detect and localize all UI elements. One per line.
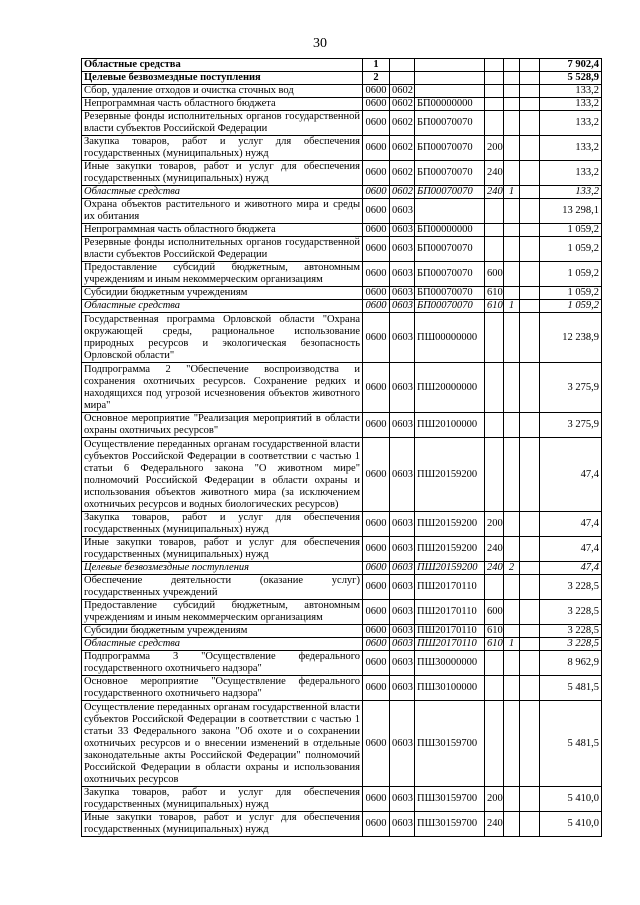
empty-cell [520, 537, 540, 562]
row-name-cell: Иные закупки товаров, работ и услуг для обеспечения государственных (муниципальных) нужд [82, 812, 363, 837]
table-row [82, 625, 602, 638]
funding-source-cell [504, 161, 520, 186]
amount-cell: 47,4 [540, 562, 602, 575]
expense-type-cell: 240 [485, 186, 504, 199]
row-name-cell: Сбор, удаление отходов и очистка сточных вод [82, 85, 363, 98]
subsection-code-cell: 0603 [390, 562, 415, 575]
row-name-cell: Субсидии бюджетным учреждениям [82, 625, 363, 638]
funding-source-cell [504, 438, 520, 512]
subsection-code-cell: 0603 [390, 537, 415, 562]
table-row [82, 186, 602, 199]
row-name-cell: Осуществление переданных органам государственной власти субъектов Российской Федерации в соответствии с частью 1 статьи 6 Федерального закона "О животном мире" полномочий Российской Федерации в области охраны и использования объектов животного мира (за исключением охотничьих ресурсов и водных биологических ресурсов) [82, 438, 363, 512]
section-code-cell: 0600 [363, 111, 390, 136]
section-code-cell: 0600 [363, 161, 390, 186]
section-code-cell: 0600 [363, 638, 390, 651]
subsection-code-cell: 0603 [390, 199, 415, 224]
empty-cell [520, 136, 540, 161]
target-article-cell: ПШ20159200 [415, 512, 485, 537]
subsection-code-cell: 0602 [390, 98, 415, 111]
empty-cell [520, 72, 540, 85]
section-code-cell: 0600 [363, 812, 390, 837]
empty-cell [520, 287, 540, 300]
subsection-code-cell [390, 59, 415, 72]
section-code-cell: 0600 [363, 537, 390, 562]
table-row [82, 72, 602, 85]
empty-cell [520, 161, 540, 186]
subsection-code-cell: 0603 [390, 300, 415, 313]
empty-cell [520, 701, 540, 787]
subsection-code-cell: 0603 [390, 287, 415, 300]
table-row [82, 562, 602, 575]
target-article-cell: БП00000000 [415, 98, 485, 111]
subsection-code-cell: 0603 [390, 575, 415, 600]
amount-cell: 3 275,9 [540, 413, 602, 438]
subsection-code-cell: 0603 [390, 413, 415, 438]
table-row [82, 413, 602, 438]
section-code-cell: 0600 [363, 600, 390, 625]
funding-source-cell [504, 512, 520, 537]
target-article-cell: БП00000000 [415, 224, 485, 237]
subsection-code-cell: 0602 [390, 111, 415, 136]
empty-cell [520, 262, 540, 287]
row-name-cell: Резервные фонды исполнительных органов государственной власти субъектов Российской Федерации [82, 111, 363, 136]
section-code-cell: 0600 [363, 363, 390, 413]
expense-type-cell: 200 [485, 787, 504, 812]
expense-type-cell [485, 676, 504, 701]
table-row [82, 161, 602, 186]
funding-source-cell [504, 787, 520, 812]
amount-cell: 47,4 [540, 512, 602, 537]
target-article-cell: ПШ20159200 [415, 438, 485, 512]
funding-source-cell [504, 98, 520, 111]
subsection-code-cell: 0603 [390, 787, 415, 812]
amount-cell: 3 275,9 [540, 363, 602, 413]
amount-cell: 1 059,2 [540, 287, 602, 300]
section-code-cell: 0600 [363, 199, 390, 224]
expense-type-cell: 610 [485, 287, 504, 300]
target-article-cell: ПШ20159200 [415, 537, 485, 562]
funding-source-cell [504, 237, 520, 262]
table-row [82, 224, 602, 237]
subsection-code-cell: 0603 [390, 512, 415, 537]
subsection-code-cell: 0603 [390, 812, 415, 837]
expense-type-cell [485, 98, 504, 111]
section-code-cell: 0600 [363, 413, 390, 438]
table-row [82, 600, 602, 625]
row-name-cell: Целевые безвозмездные поступления [82, 72, 363, 85]
section-code-cell: 0600 [363, 701, 390, 787]
row-name-cell: Закупка товаров, работ и услуг для обеспечения государственных (муниципальных) нужд [82, 787, 363, 812]
target-article-cell: ПШ30100000 [415, 676, 485, 701]
row-name-cell: Резервные фонды исполнительных органов государственной власти субъектов Российской Федерации [82, 237, 363, 262]
expense-type-cell [485, 111, 504, 136]
amount-cell: 1 059,2 [540, 262, 602, 287]
target-article-cell: БП00070070 [415, 262, 485, 287]
row-name-cell: Областные средства [82, 186, 363, 199]
row-name-cell: Основное мероприятие "Осуществление федерального государственного охотничьего надзора" [82, 676, 363, 701]
expense-type-cell [485, 85, 504, 98]
subsection-code-cell: 0602 [390, 85, 415, 98]
table-row [82, 262, 602, 287]
target-article-cell: БП00070070 [415, 161, 485, 186]
section-code-cell: 0600 [363, 300, 390, 313]
funding-source-cell [504, 676, 520, 701]
target-article-cell: ПШ00000000 [415, 313, 485, 363]
funding-source-cell [504, 136, 520, 161]
expense-type-cell: 600 [485, 262, 504, 287]
amount-cell: 1 059,2 [540, 237, 602, 262]
amount-cell: 1 059,2 [540, 300, 602, 313]
table-row [82, 313, 602, 363]
funding-source-cell [504, 812, 520, 837]
empty-cell [520, 512, 540, 537]
expense-type-cell [485, 438, 504, 512]
target-article-cell [415, 72, 485, 85]
row-name-cell: Предоставление субсидий бюджетным, автономным учреждениям и иным некоммерческим организациям [82, 262, 363, 287]
amount-cell: 47,4 [540, 537, 602, 562]
section-code-cell: 0600 [363, 287, 390, 300]
table-row [82, 638, 602, 651]
expense-type-cell: 610 [485, 638, 504, 651]
amount-cell: 5 528,9 [540, 72, 602, 85]
amount-cell: 3 228,5 [540, 638, 602, 651]
expense-type-cell: 200 [485, 512, 504, 537]
subsection-code-cell: 0602 [390, 161, 415, 186]
amount-cell: 5 481,5 [540, 701, 602, 787]
table-row [82, 59, 602, 72]
empty-cell [520, 638, 540, 651]
amount-cell: 1 059,2 [540, 224, 602, 237]
table-row [82, 701, 602, 787]
amount-cell: 133,2 [540, 161, 602, 186]
expense-type-cell: 240 [485, 537, 504, 562]
section-code-cell: 2 [363, 72, 390, 85]
empty-cell [520, 413, 540, 438]
funding-source-cell [504, 313, 520, 363]
row-name-cell: Субсидии бюджетным учреждениям [82, 287, 363, 300]
table-row [82, 85, 602, 98]
funding-source-cell [504, 287, 520, 300]
expense-type-cell [485, 59, 504, 72]
funding-source-cell [504, 363, 520, 413]
empty-cell [520, 651, 540, 676]
expense-type-cell: 240 [485, 562, 504, 575]
target-article-cell: БП00070070 [415, 287, 485, 300]
funding-source-cell: 1 [504, 186, 520, 199]
section-code-cell: 0600 [363, 512, 390, 537]
section-code-cell: 0600 [363, 575, 390, 600]
expense-type-cell: 200 [485, 136, 504, 161]
expense-type-cell: 600 [485, 600, 504, 625]
section-code-cell: 0600 [363, 562, 390, 575]
target-article-cell: ПШ20000000 [415, 363, 485, 413]
table-row [82, 787, 602, 812]
target-article-cell [415, 199, 485, 224]
target-article-cell: БП00070070 [415, 136, 485, 161]
target-article-cell: БП00070070 [415, 111, 485, 136]
section-code-cell: 0600 [363, 136, 390, 161]
target-article-cell: ПШ20100000 [415, 413, 485, 438]
empty-cell [520, 98, 540, 111]
expense-type-cell [485, 363, 504, 413]
budget-table [81, 58, 602, 837]
target-article-cell: БП00070070 [415, 300, 485, 313]
funding-source-cell [504, 701, 520, 787]
target-article-cell: ПШ30000000 [415, 651, 485, 676]
target-article-cell: ПШ20170110 [415, 625, 485, 638]
expense-type-cell [485, 413, 504, 438]
amount-cell: 3 228,5 [540, 625, 602, 638]
empty-cell [520, 438, 540, 512]
funding-source-cell: 1 [504, 638, 520, 651]
subsection-code-cell: 0603 [390, 313, 415, 363]
funding-source-cell [504, 651, 520, 676]
funding-source-cell [504, 59, 520, 72]
amount-cell: 133,2 [540, 85, 602, 98]
table-row [82, 438, 602, 512]
row-name-cell: Иные закупки товаров, работ и услуг для обеспечения государственных (муниципальных) нужд [82, 161, 363, 186]
empty-cell [520, 575, 540, 600]
funding-source-cell: 1 [504, 300, 520, 313]
subsection-code-cell: 0603 [390, 651, 415, 676]
empty-cell [520, 186, 540, 199]
amount-cell: 3 228,5 [540, 600, 602, 625]
funding-source-cell [504, 262, 520, 287]
subsection-code-cell: 0602 [390, 186, 415, 199]
table-row [82, 136, 602, 161]
expense-type-cell [485, 575, 504, 600]
empty-cell [520, 111, 540, 136]
subsection-code-cell [390, 72, 415, 85]
expense-type-cell: 240 [485, 161, 504, 186]
row-name-cell: Непрограммная часть областного бюджета [82, 98, 363, 111]
subsection-code-cell: 0603 [390, 262, 415, 287]
subsection-code-cell: 0603 [390, 438, 415, 512]
empty-cell [520, 363, 540, 413]
expense-type-cell [485, 701, 504, 787]
section-code-cell: 0600 [363, 438, 390, 512]
funding-source-cell [504, 413, 520, 438]
row-name-cell: Областные средства [82, 300, 363, 313]
subsection-code-cell: 0603 [390, 625, 415, 638]
target-article-cell: ПШ30159700 [415, 787, 485, 812]
target-article-cell: БП00070070 [415, 186, 485, 199]
amount-cell: 133,2 [540, 111, 602, 136]
expense-type-cell [485, 199, 504, 224]
subsection-code-cell: 0603 [390, 363, 415, 413]
amount-cell: 3 228,5 [540, 575, 602, 600]
subsection-code-cell: 0603 [390, 701, 415, 787]
funding-source-cell [504, 600, 520, 625]
funding-source-cell [504, 575, 520, 600]
empty-cell [520, 300, 540, 313]
table-row [82, 676, 602, 701]
target-article-cell: ПШ20170110 [415, 600, 485, 625]
row-name-cell: Областные средства [82, 59, 363, 72]
row-name-cell: Подпрограмма 3 "Осуществление федерального государственного охотничьего надзора" [82, 651, 363, 676]
section-code-cell: 0600 [363, 313, 390, 363]
expense-type-cell: 610 [485, 300, 504, 313]
empty-cell [520, 676, 540, 701]
table-row [82, 199, 602, 224]
expense-type-cell: 610 [485, 625, 504, 638]
row-name-cell: Обеспечение деятельности (оказание услуг) государственных учреждений [82, 575, 363, 600]
row-name-cell: Подпрограмма 2 "Обеспечение воспроизводства и сохранения охотничьих ресурсов. Сохранение редких и находящихся под угрозой исчезновения объектов животного мира" [82, 363, 363, 413]
table-row [82, 287, 602, 300]
section-code-cell: 0600 [363, 186, 390, 199]
target-article-cell: ПШ30159700 [415, 701, 485, 787]
funding-source-cell [504, 625, 520, 638]
subsection-code-cell: 0603 [390, 600, 415, 625]
table-row [82, 537, 602, 562]
row-name-cell: Закупка товаров, работ и услуг для обеспечения государственных (муниципальных) нужд [82, 136, 363, 161]
section-code-cell: 0600 [363, 676, 390, 701]
amount-cell: 7 902,4 [540, 59, 602, 72]
amount-cell: 47,4 [540, 438, 602, 512]
row-name-cell: Основное мероприятие "Реализация мероприятий в области охраны охотничьих ресурсов" [82, 413, 363, 438]
target-article-cell: ПШ20170110 [415, 575, 485, 600]
expense-type-cell [485, 72, 504, 85]
row-name-cell: Предоставление субсидий бюджетным, автономным учреждениям и иным некоммерческим организациям [82, 600, 363, 625]
empty-cell [520, 199, 540, 224]
funding-source-cell [504, 224, 520, 237]
amount-cell: 5 481,5 [540, 676, 602, 701]
table-row [82, 575, 602, 600]
target-article-cell [415, 59, 485, 72]
row-name-cell: Целевые безвозмездные поступления [82, 562, 363, 575]
page-number: 30 [313, 36, 327, 51]
section-code-cell: 1 [363, 59, 390, 72]
table-row [82, 651, 602, 676]
empty-cell [520, 85, 540, 98]
section-code-cell: 0600 [363, 262, 390, 287]
section-code-cell: 0600 [363, 224, 390, 237]
subsection-code-cell: 0602 [390, 136, 415, 161]
empty-cell [520, 237, 540, 262]
expense-type-cell [485, 313, 504, 363]
funding-source-cell [504, 85, 520, 98]
row-name-cell: Иные закупки товаров, работ и услуг для обеспечения государственных (муниципальных) нужд [82, 537, 363, 562]
table-row [82, 300, 602, 313]
section-code-cell: 0600 [363, 237, 390, 262]
table-row [82, 812, 602, 837]
table-row [82, 237, 602, 262]
empty-cell [520, 812, 540, 837]
amount-cell: 5 410,0 [540, 787, 602, 812]
empty-cell [520, 600, 540, 625]
expense-type-cell [485, 651, 504, 676]
table-row [82, 98, 602, 111]
subsection-code-cell: 0603 [390, 638, 415, 651]
section-code-cell: 0600 [363, 787, 390, 812]
subsection-code-cell: 0603 [390, 676, 415, 701]
amount-cell: 8 962,9 [540, 651, 602, 676]
table-row [82, 111, 602, 136]
table-body [82, 59, 602, 837]
funding-source-cell [504, 111, 520, 136]
target-article-cell: ПШ20159200 [415, 562, 485, 575]
row-name-cell: Охрана объектов растительного и животного мира и среды их обитания [82, 199, 363, 224]
empty-cell [520, 562, 540, 575]
empty-cell [520, 59, 540, 72]
expense-type-cell: 240 [485, 812, 504, 837]
amount-cell: 133,2 [540, 186, 602, 199]
amount-cell: 12 238,9 [540, 313, 602, 363]
row-name-cell: Областные средства [82, 638, 363, 651]
funding-source-cell: 2 [504, 562, 520, 575]
row-name-cell: Осуществление переданных органам государственной власти субъектов Российской Федерации в соответствии с частью 1 статьи 33 Федерального закона "Об охоте и о сохранении охотничьих ресурсов и о внесении изменений в отдельные законодательные акты Российской Федерации" полномочий Российской Федерации в области охраны и использования охотничьих ресурсов [82, 701, 363, 787]
empty-cell [520, 224, 540, 237]
table-row [82, 363, 602, 413]
empty-cell [520, 313, 540, 363]
row-name-cell: Закупка товаров, работ и услуг для обеспечения государственных (муниципальных) нужд [82, 512, 363, 537]
subsection-code-cell: 0603 [390, 237, 415, 262]
target-article-cell: БП00070070 [415, 237, 485, 262]
section-code-cell: 0600 [363, 625, 390, 638]
funding-source-cell [504, 199, 520, 224]
target-article-cell: ПШ20170110 [415, 638, 485, 651]
section-code-cell: 0600 [363, 98, 390, 111]
empty-cell [520, 787, 540, 812]
amount-cell: 13 298,1 [540, 199, 602, 224]
table-row [82, 512, 602, 537]
row-name-cell: Государственная программа Орловской области "Охрана окружающей среды, рациональное использование природных ресурсов и экологическая безопасность Орловской области" [82, 313, 363, 363]
expense-type-cell [485, 224, 504, 237]
amount-cell: 133,2 [540, 98, 602, 111]
empty-cell [520, 625, 540, 638]
funding-source-cell [504, 72, 520, 85]
subsection-code-cell: 0603 [390, 224, 415, 237]
amount-cell: 133,2 [540, 136, 602, 161]
funding-source-cell [504, 537, 520, 562]
section-code-cell: 0600 [363, 85, 390, 98]
row-name-cell: Непрограммная часть областного бюджета [82, 224, 363, 237]
amount-cell: 5 410,0 [540, 812, 602, 837]
section-code-cell: 0600 [363, 651, 390, 676]
target-article-cell [415, 85, 485, 98]
target-article-cell: ПШ30159700 [415, 812, 485, 837]
expense-type-cell [485, 237, 504, 262]
